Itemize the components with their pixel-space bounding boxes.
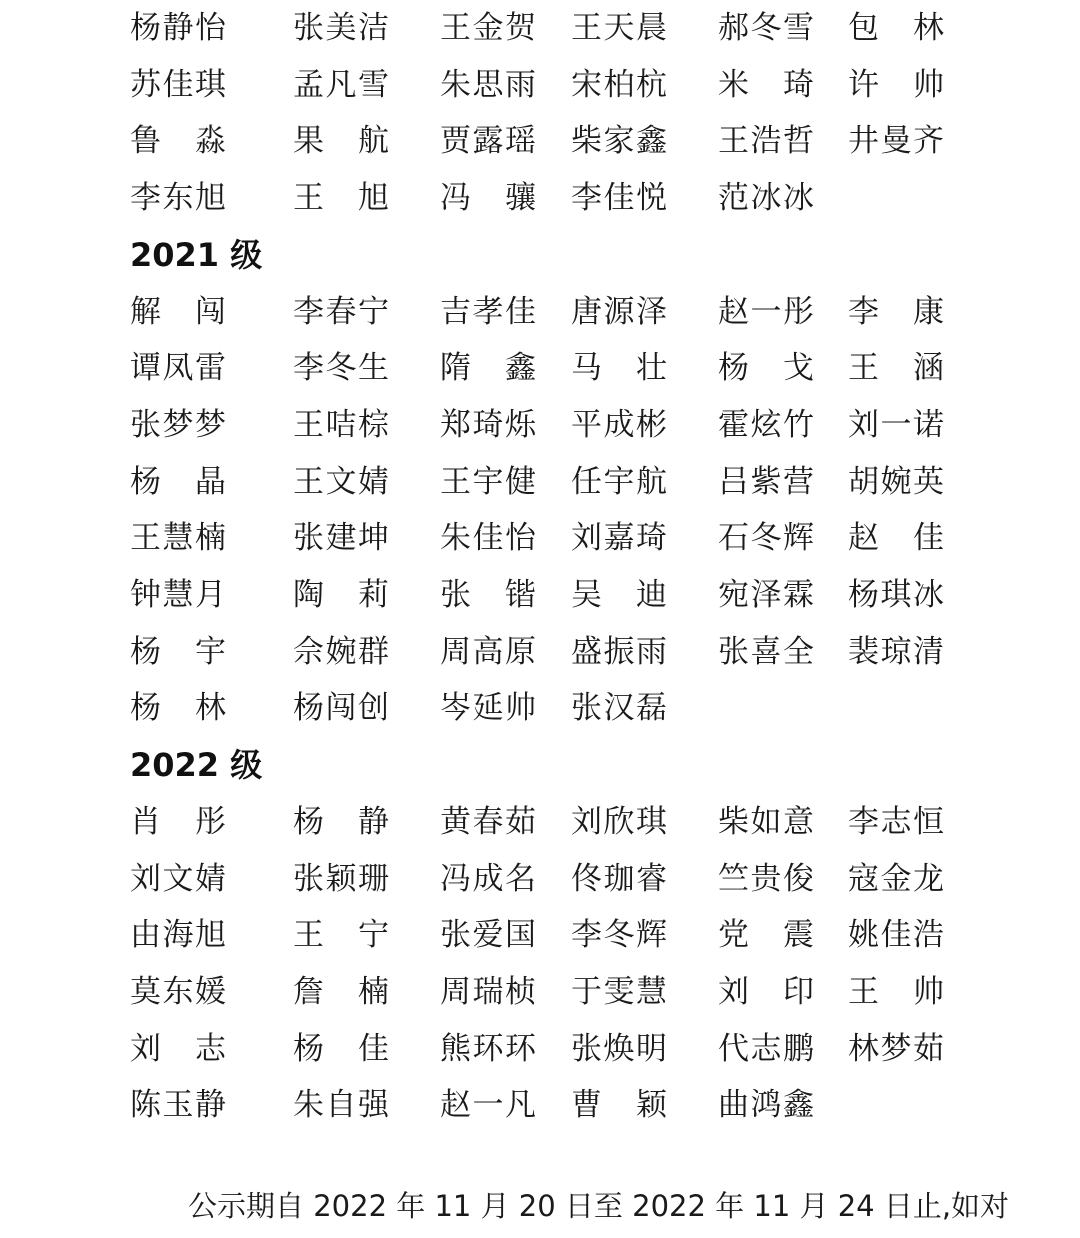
name-entry: 李 佳 悦 xyxy=(571,180,667,217)
name-entry: 肖 彤 xyxy=(130,803,226,840)
name-entry: 王 天 晨 xyxy=(571,10,667,46)
name-entry: 詹 楠 xyxy=(293,973,389,1010)
name-entry: 裴 琼 清 xyxy=(848,633,944,670)
name-row xyxy=(0,794,1080,850)
name-entry: 刘 印 xyxy=(718,973,814,1010)
name-entry: 竺 贵 俊 xyxy=(718,860,814,897)
name-entry: 王 旭 xyxy=(293,180,389,217)
name-entry: 贾 露 瑶 xyxy=(440,123,536,160)
name-entry: 鲁 淼 xyxy=(130,123,226,160)
name-entry: 吕 紫 营 xyxy=(718,463,814,500)
name-entry: 钟 慧 月 xyxy=(130,577,226,613)
name-entry: 周 高 原 xyxy=(440,633,536,670)
name-entry: 王 涵 xyxy=(848,350,944,387)
name-entry: 李 康 xyxy=(848,293,944,330)
name-entry: 赵 佳 xyxy=(848,520,944,557)
name-entry: 包 林 xyxy=(848,10,944,46)
name-entry: 李 冬 生 xyxy=(293,350,389,387)
name-entry: 张 颖 珊 xyxy=(293,860,389,897)
name-entry: 姚 佳 浩 xyxy=(848,917,944,954)
name-entry: 隋 鑫 xyxy=(440,350,536,387)
name-row xyxy=(0,57,1080,113)
name-entry: 杨 静 怡 xyxy=(130,10,226,46)
name-entry: 杨 晶 xyxy=(130,463,226,500)
name-entry: 由 海 旭 xyxy=(130,917,226,954)
name-entry: 杨 静 xyxy=(293,803,389,840)
name-entry: 吉 孝 佳 xyxy=(440,293,536,330)
name-entry: 曲 鸿 鑫 xyxy=(718,1087,814,1124)
name-entry: 马 壮 xyxy=(571,350,667,387)
name-row xyxy=(0,397,1080,453)
name-entry: 王 金 贺 xyxy=(440,10,536,46)
name-entry: 寇 金 龙 xyxy=(848,860,944,897)
name-entry: 李 东 旭 xyxy=(130,180,226,217)
name-entry: 冯 成 名 xyxy=(440,860,536,897)
name-entry: 果 航 xyxy=(293,123,389,160)
name-entry: 岑 延 帅 xyxy=(440,690,536,727)
name-entry: 张 喜 全 xyxy=(718,633,814,670)
name-entry: 佟 珈 睿 xyxy=(571,860,667,897)
name-entry: 杨 戈 xyxy=(718,350,814,387)
name-entry: 柴 家 鑫 xyxy=(571,123,667,160)
name-entry: 张 焕 明 xyxy=(571,1030,667,1067)
name-entry: 杨 闯 创 xyxy=(293,690,389,727)
name-entry: 苏 佳 琪 xyxy=(130,66,226,103)
name-row xyxy=(0,624,1080,680)
name-entry: 李 冬 辉 xyxy=(571,917,667,954)
notice-text: 公示期自 2022 年 11 月 20 日至 2022 年 11 月 24 日止,如对 xyxy=(188,1189,1010,1223)
name-entry: 盛 振 雨 xyxy=(571,633,667,670)
name-row xyxy=(0,1077,1080,1133)
name-entry: 李 志 恒 xyxy=(848,803,944,840)
name-row xyxy=(0,680,1080,736)
name-entry: 冯 骧 xyxy=(440,180,536,217)
name-entry: 朱 自 强 xyxy=(293,1087,389,1124)
name-row xyxy=(0,1021,1080,1077)
name-entry: 于 雯 慧 xyxy=(571,973,667,1010)
name-entry: 王 帅 xyxy=(848,973,944,1010)
name-entry: 莫 东 媛 xyxy=(130,973,226,1010)
section-heading: 2021 级 xyxy=(130,235,263,274)
name-entry: 曹 颖 xyxy=(571,1087,667,1124)
name-entry: 陶 莉 xyxy=(293,577,389,613)
name-entry: 刘 欣 琪 xyxy=(571,803,667,840)
name-entry: 王 浩 哲 xyxy=(718,123,814,160)
name-entry: 许 帅 xyxy=(848,66,944,103)
name-row xyxy=(0,284,1080,340)
name-entry: 宛 泽 霖 xyxy=(718,577,814,613)
name-entry: 唐 源 泽 xyxy=(571,293,667,330)
name-entry: 范 冰 冰 xyxy=(718,180,814,217)
name-entry: 刘 文 婧 xyxy=(130,860,226,897)
name-entry: 张 梦 梦 xyxy=(130,406,226,443)
name-entry: 杨 佳 xyxy=(293,1030,389,1067)
name-row xyxy=(0,170,1080,226)
name-entry: 吴 迪 xyxy=(571,577,667,613)
name-entry: 胡 婉 英 xyxy=(848,463,944,500)
name-entry: 张 美 洁 xyxy=(293,10,389,46)
name-entry: 熊 环 环 xyxy=(440,1030,536,1067)
name-entry: 李 春 宁 xyxy=(293,293,389,330)
name-row xyxy=(0,454,1080,510)
name-entry: 林 梦 茹 xyxy=(848,1030,944,1067)
name-entry: 赵 一 彤 xyxy=(718,293,814,330)
name-entry: 杨 琪 冰 xyxy=(848,577,944,613)
section-heading: 2022 级 xyxy=(130,746,263,785)
name-entry: 张 汉 磊 xyxy=(571,690,667,727)
name-entry: 陈 玉 静 xyxy=(130,1087,226,1124)
name-row xyxy=(0,0,1080,56)
name-entry: 刘 一 诺 xyxy=(848,406,944,443)
name-entry: 赵 一 凡 xyxy=(440,1087,536,1124)
name-entry: 代 志 鹏 xyxy=(718,1030,814,1067)
name-row xyxy=(0,340,1080,396)
name-entry: 王 宇 健 xyxy=(440,463,536,500)
name-entry: 张 爱 国 xyxy=(440,917,536,954)
name-entry: 朱 思 雨 xyxy=(440,66,536,103)
name-entry: 王 慧 楠 xyxy=(130,520,226,557)
name-entry: 张 锴 xyxy=(440,577,536,613)
name-row xyxy=(0,907,1080,963)
name-entry: 宋 柏 杭 xyxy=(571,66,667,103)
name-entry: 郝 冬 雪 xyxy=(718,10,814,46)
name-entry: 孟 凡 雪 xyxy=(293,66,389,103)
name-entry: 张 建 坤 xyxy=(293,520,389,557)
name-entry: 谭 凤 雷 xyxy=(130,350,226,387)
name-row xyxy=(0,851,1080,907)
name-entry: 解 闯 xyxy=(130,293,226,330)
name-entry: 周 瑞 桢 xyxy=(440,973,536,1010)
name-entry: 刘 志 xyxy=(130,1030,226,1067)
name-entry: 米 琦 xyxy=(718,66,814,103)
name-entry: 平 成 彬 xyxy=(571,406,667,443)
name-entry: 杨 宇 xyxy=(130,633,226,670)
name-entry: 刘 嘉 琦 xyxy=(571,520,667,557)
name-entry: 黄 春 茹 xyxy=(440,803,536,840)
name-entry: 朱 佳 怡 xyxy=(440,520,536,557)
name-entry: 柴 如 意 xyxy=(718,803,814,840)
name-entry: 王 咭 棕 xyxy=(293,406,389,443)
name-entry: 佘 婉 群 xyxy=(293,633,389,670)
name-entry: 井 曼 齐 xyxy=(848,123,944,160)
name-entry: 霍 炫 竹 xyxy=(718,406,814,443)
name-entry: 党 震 xyxy=(718,917,814,954)
name-entry: 郑 琦 烁 xyxy=(440,406,536,443)
name-entry: 王 宁 xyxy=(293,917,389,954)
name-entry: 王 文 婧 xyxy=(293,463,389,500)
name-entry: 杨 林 xyxy=(130,690,226,727)
name-entry: 石 冬 辉 xyxy=(718,520,814,557)
name-entry: 任 宇 航 xyxy=(571,463,667,500)
name-row xyxy=(0,113,1080,169)
name-row xyxy=(0,510,1080,566)
name-row xyxy=(0,964,1080,1020)
name-row xyxy=(0,567,1080,623)
